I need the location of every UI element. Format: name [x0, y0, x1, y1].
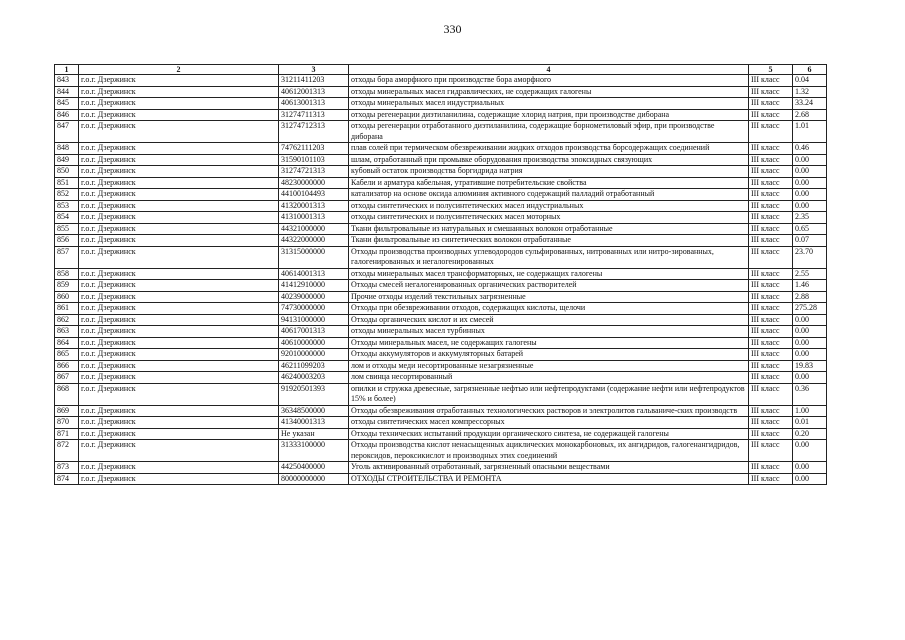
- table-row: [55, 98, 827, 110]
- column-header: 5: [749, 65, 793, 75]
- header-row: [55, 65, 827, 75]
- row-hazard-class: III класс: [749, 246, 793, 268]
- row-amount: 23.70: [793, 246, 827, 268]
- row-hazard-class: III класс: [749, 405, 793, 417]
- row-number: 864: [55, 337, 79, 349]
- table-row: [55, 75, 827, 87]
- row-waste-description: катализатор на основе оксида алюминия активного содержащий палладий отработанный: [349, 189, 749, 201]
- row-waste-code: 41310001313: [279, 212, 349, 224]
- row-amount: 0.00: [793, 326, 827, 338]
- row-waste-code: 36348500000: [279, 405, 349, 417]
- row-number: 858: [55, 268, 79, 280]
- row-hazard-class: III класс: [749, 473, 793, 485]
- waste-registry-table: [54, 64, 827, 485]
- row-amount: 0.04: [793, 75, 827, 87]
- row-number: 872: [55, 440, 79, 462]
- table-row: [55, 177, 827, 189]
- row-amount: 0.00: [793, 372, 827, 384]
- row-amount: 0.36: [793, 383, 827, 405]
- row-hazard-class: III класс: [749, 154, 793, 166]
- row-amount: 0.00: [793, 440, 827, 462]
- row-hazard-class: III класс: [749, 121, 793, 143]
- row-waste-code: 74762111203: [279, 143, 349, 155]
- row-waste-code: 46240003203: [279, 372, 349, 384]
- row-locality: г.о.г. Дзержинск: [79, 98, 279, 110]
- row-hazard-class: III класс: [749, 189, 793, 201]
- row-waste-description: отходы минеральных масел гидравлических, не содержащих галогены: [349, 86, 749, 98]
- row-waste-description: отходы синтетических масел компрессорных: [349, 417, 749, 429]
- page-number: 330: [443, 22, 462, 36]
- row-hazard-class: III класс: [749, 349, 793, 361]
- row-locality: г.о.г. Дзержинск: [79, 177, 279, 189]
- table-row: [55, 462, 827, 474]
- table-row: [55, 280, 827, 292]
- row-number: 865: [55, 349, 79, 361]
- row-amount: 1.00: [793, 405, 827, 417]
- table-row: [55, 428, 827, 440]
- row-waste-code: 40239000000: [279, 291, 349, 303]
- row-number: 843: [55, 75, 79, 87]
- row-waste-code: 40617001313: [279, 326, 349, 338]
- row-waste-description: Отходы смесей негалогенированных органических растворителей: [349, 280, 749, 292]
- row-waste-code: Не указан: [279, 428, 349, 440]
- row-amount: 0.20: [793, 428, 827, 440]
- row-amount: 0.00: [793, 189, 827, 201]
- row-waste-description: плав солей при термическом обезвреживании жидких отходов производства борсодержащих соединений: [349, 143, 749, 155]
- row-waste-description: отходы синтетических и полусинтетических масел индустриальных: [349, 200, 749, 212]
- row-waste-code: 74730000000: [279, 303, 349, 315]
- row-waste-description: Отходы производства производных углеводородов сульфированных, нитрованных или нитро-зированных, галогенированных и негалогенированных: [349, 246, 749, 268]
- row-waste-code: 31211411203: [279, 75, 349, 87]
- row-waste-code: 48230000000: [279, 177, 349, 189]
- row-locality: г.о.г. Дзержинск: [79, 462, 279, 474]
- table-row: [55, 360, 827, 372]
- table-row: [55, 372, 827, 384]
- row-locality: г.о.г. Дзержинск: [79, 212, 279, 224]
- row-number: 848: [55, 143, 79, 155]
- row-waste-code: 44322000000: [279, 235, 349, 247]
- row-hazard-class: III класс: [749, 428, 793, 440]
- row-locality: г.о.г. Дзержинск: [79, 75, 279, 87]
- row-waste-description: Кабели и арматура кабельная, утратившие потребительские свойства: [349, 177, 749, 189]
- row-hazard-class: III класс: [749, 303, 793, 315]
- row-number: 846: [55, 109, 79, 121]
- table-row: [55, 246, 827, 268]
- row-amount: 0.00: [793, 337, 827, 349]
- row-amount: 0.00: [793, 200, 827, 212]
- row-amount: 2.35: [793, 212, 827, 224]
- row-locality: г.о.г. Дзержинск: [79, 372, 279, 384]
- table-row: [55, 473, 827, 485]
- row-waste-description: отходы регенерации отработанного диэтиланилина, содержащие борнометиловый эфир, при производстве диборана: [349, 121, 749, 143]
- row-locality: г.о.г. Дзержинск: [79, 121, 279, 143]
- row-waste-code: 91920501393: [279, 383, 349, 405]
- row-locality: г.о.г. Дзержинск: [79, 405, 279, 417]
- row-locality: г.о.г. Дзержинск: [79, 337, 279, 349]
- row-waste-description: Отходы органических кислот и их смесей: [349, 314, 749, 326]
- table-body: [55, 75, 827, 485]
- table-row: [55, 212, 827, 224]
- row-number: 845: [55, 98, 79, 110]
- row-waste-description: Прочие отходы изделий текстильных загрязненные: [349, 291, 749, 303]
- column-header: 3: [279, 65, 349, 75]
- row-amount: 2.55: [793, 268, 827, 280]
- row-waste-description: кубовый остаток производства боргидрида натрия: [349, 166, 749, 178]
- row-number: 851: [55, 177, 79, 189]
- row-waste-description: шлам, отработанный при промывке оборудования производства эпоксидных связующих: [349, 154, 749, 166]
- row-waste-description: ОТХОДЫ СТРОИТЕЛЬСТВА И РЕМОНТА: [349, 473, 749, 485]
- row-locality: г.о.г. Дзержинск: [79, 349, 279, 361]
- row-number: 869: [55, 405, 79, 417]
- row-number: 874: [55, 473, 79, 485]
- row-number: 857: [55, 246, 79, 268]
- row-amount: 0.00: [793, 177, 827, 189]
- row-hazard-class: III класс: [749, 337, 793, 349]
- row-locality: г.о.г. Дзержинск: [79, 303, 279, 315]
- row-locality: г.о.г. Дзержинск: [79, 200, 279, 212]
- row-hazard-class: III класс: [749, 326, 793, 338]
- table-row: [55, 349, 827, 361]
- row-waste-description: отходы регенерации диэтиланилина, содержащие хлорид натрия, при производстве диборана: [349, 109, 749, 121]
- row-waste-description: Отходы минеральных масел, не содержащих галогены: [349, 337, 749, 349]
- row-number: 847: [55, 121, 79, 143]
- table-row: [55, 223, 827, 235]
- row-number: 854: [55, 212, 79, 224]
- row-locality: г.о.г. Дзержинск: [79, 473, 279, 485]
- row-waste-description: Отходы производства кислот ненасыщенных ациклических монокарбоновых, их ангидридов, галогенангидридов, пероксидов, пероксикислот и производных этих соединений: [349, 440, 749, 462]
- table-row: [55, 86, 827, 98]
- table-row: [55, 303, 827, 315]
- row-waste-code: 41412910000: [279, 280, 349, 292]
- row-number: 853: [55, 200, 79, 212]
- row-locality: г.о.г. Дзержинск: [79, 166, 279, 178]
- table-row: [55, 417, 827, 429]
- table-row: [55, 189, 827, 201]
- row-waste-code: 40610000000: [279, 337, 349, 349]
- row-hazard-class: III класс: [749, 200, 793, 212]
- row-waste-code: 41340001313: [279, 417, 349, 429]
- row-waste-description: лом и отходы меди несортированные незагрязненные: [349, 360, 749, 372]
- table-row: [55, 314, 827, 326]
- row-locality: г.о.г. Дзержинск: [79, 280, 279, 292]
- row-waste-description: Уголь активированный отработанный, загрязненный опасными веществами: [349, 462, 749, 474]
- row-waste-code: 80000000000: [279, 473, 349, 485]
- row-hazard-class: III класс: [749, 177, 793, 189]
- row-waste-description: Ткани фильтровальные из синтетических волокон отработанные: [349, 235, 749, 247]
- column-header: 6: [793, 65, 827, 75]
- row-amount: 0.07: [793, 235, 827, 247]
- row-locality: г.о.г. Дзержинск: [79, 235, 279, 247]
- row-hazard-class: III класс: [749, 109, 793, 121]
- row-waste-code: 31274721313: [279, 166, 349, 178]
- row-locality: г.о.г. Дзержинск: [79, 314, 279, 326]
- row-waste-description: Отходы аккумуляторов и аккумуляторных батарей: [349, 349, 749, 361]
- table-row: [55, 109, 827, 121]
- row-hazard-class: III класс: [749, 235, 793, 247]
- row-locality: г.о.г. Дзержинск: [79, 268, 279, 280]
- column-header: 1: [55, 65, 79, 75]
- row-waste-code: 31590101103: [279, 154, 349, 166]
- row-amount: 0.01: [793, 417, 827, 429]
- row-amount: 0.65: [793, 223, 827, 235]
- row-locality: г.о.г. Дзержинск: [79, 223, 279, 235]
- row-number: 866: [55, 360, 79, 372]
- row-waste-code: 44100104493: [279, 189, 349, 201]
- row-locality: г.о.г. Дзержинск: [79, 86, 279, 98]
- row-hazard-class: III класс: [749, 143, 793, 155]
- row-hazard-class: III класс: [749, 98, 793, 110]
- row-locality: г.о.г. Дзержинск: [79, 360, 279, 372]
- row-number: 861: [55, 303, 79, 315]
- row-amount: 2.68: [793, 109, 827, 121]
- row-amount: 0.00: [793, 462, 827, 474]
- row-number: 856: [55, 235, 79, 247]
- row-number: 844: [55, 86, 79, 98]
- row-amount: 0.00: [793, 473, 827, 485]
- row-hazard-class: III класс: [749, 268, 793, 280]
- table-row: [55, 291, 827, 303]
- row-locality: г.о.г. Дзержинск: [79, 291, 279, 303]
- row-waste-code: 44250400000: [279, 462, 349, 474]
- row-waste-code: 31274711313: [279, 109, 349, 121]
- row-number: 849: [55, 154, 79, 166]
- row-waste-description: Ткани фильтровальные из натуральных и смешанных волокон отработанные: [349, 223, 749, 235]
- row-waste-code: 31274712313: [279, 121, 349, 143]
- row-locality: г.о.г. Дзержинск: [79, 143, 279, 155]
- row-number: 871: [55, 428, 79, 440]
- row-hazard-class: III класс: [749, 212, 793, 224]
- row-waste-code: 46211099203: [279, 360, 349, 372]
- row-number: 855: [55, 223, 79, 235]
- row-waste-code: 44321000000: [279, 223, 349, 235]
- row-locality: г.о.г. Дзержинск: [79, 440, 279, 462]
- row-waste-code: 40613001313: [279, 98, 349, 110]
- table-row: [55, 154, 827, 166]
- row-amount: 1.01: [793, 121, 827, 143]
- row-number: 867: [55, 372, 79, 384]
- column-header: 4: [349, 65, 749, 75]
- row-waste-code: 31315000000: [279, 246, 349, 268]
- row-amount: 1.46: [793, 280, 827, 292]
- row-waste-description: отходы минеральных масел индустриальных: [349, 98, 749, 110]
- table-row: [55, 383, 827, 405]
- table-row: [55, 405, 827, 417]
- row-amount: 275.28: [793, 303, 827, 315]
- row-hazard-class: III класс: [749, 166, 793, 178]
- table-row: [55, 200, 827, 212]
- table-row: [55, 121, 827, 143]
- row-number: 859: [55, 280, 79, 292]
- row-locality: г.о.г. Дзержинск: [79, 154, 279, 166]
- table-row: [55, 235, 827, 247]
- row-amount: 0.00: [793, 349, 827, 361]
- row-waste-description: опилки и стружка древесные, загрязненные нефтью или нефтепродуктами (содержание нефти или нефтепродуктов 15% и более): [349, 383, 749, 405]
- row-waste-description: отходы минеральных масел турбинных: [349, 326, 749, 338]
- row-locality: г.о.г. Дзержинск: [79, 326, 279, 338]
- row-waste-description: отходы синтетических и полусинтетических масел моторных: [349, 212, 749, 224]
- row-hazard-class: III класс: [749, 417, 793, 429]
- row-amount: 33.24: [793, 98, 827, 110]
- column-header: 2: [79, 65, 279, 75]
- row-waste-description: лом свинца несортированный: [349, 372, 749, 384]
- row-locality: г.о.г. Дзержинск: [79, 246, 279, 268]
- row-waste-code: 40612001313: [279, 86, 349, 98]
- row-number: 860: [55, 291, 79, 303]
- row-waste-description: Отходы при обезвреживании отходов, содержащих кислоты, щелочи: [349, 303, 749, 315]
- row-number: 873: [55, 462, 79, 474]
- row-amount: 2.88: [793, 291, 827, 303]
- row-amount: 0.00: [793, 154, 827, 166]
- row-hazard-class: III класс: [749, 372, 793, 384]
- row-hazard-class: III класс: [749, 280, 793, 292]
- table-row: [55, 337, 827, 349]
- row-hazard-class: III класс: [749, 314, 793, 326]
- row-waste-code: 92010000000: [279, 349, 349, 361]
- row-hazard-class: III класс: [749, 383, 793, 405]
- row-waste-code: 41320001313: [279, 200, 349, 212]
- row-amount: 0.00: [793, 166, 827, 178]
- row-number: 868: [55, 383, 79, 405]
- row-locality: г.о.г. Дзержинск: [79, 189, 279, 201]
- row-number: 862: [55, 314, 79, 326]
- row-number: 870: [55, 417, 79, 429]
- row-hazard-class: III класс: [749, 440, 793, 462]
- row-locality: г.о.г. Дзержинск: [79, 383, 279, 405]
- row-waste-description: отходы бора аморфного при производстве бора аморфного: [349, 75, 749, 87]
- row-waste-code: 31333100000: [279, 440, 349, 462]
- row-hazard-class: III класс: [749, 223, 793, 235]
- row-hazard-class: III класс: [749, 86, 793, 98]
- row-hazard-class: III класс: [749, 75, 793, 87]
- table-row: [55, 143, 827, 155]
- table-row: [55, 440, 827, 462]
- row-waste-description: Отходы технических испытаний продукции органического синтеза, не содержащей галогены: [349, 428, 749, 440]
- table-row: [55, 268, 827, 280]
- row-waste-description: Отходы обезвреживания отработанных технологических растворов и электролитов гальваниче-ских производств: [349, 405, 749, 417]
- table-row: [55, 166, 827, 178]
- row-hazard-class: III класс: [749, 360, 793, 372]
- row-number: 863: [55, 326, 79, 338]
- row-waste-code: 94131000000: [279, 314, 349, 326]
- row-waste-description: отходы минеральных масел трансформаторных, не содержащих галогены: [349, 268, 749, 280]
- row-locality: г.о.г. Дзержинск: [79, 417, 279, 429]
- row-amount: 0.00: [793, 314, 827, 326]
- row-hazard-class: III класс: [749, 291, 793, 303]
- row-locality: г.о.г. Дзержинск: [79, 109, 279, 121]
- row-waste-code: 40614001313: [279, 268, 349, 280]
- row-number: 852: [55, 189, 79, 201]
- table-row: [55, 326, 827, 338]
- row-amount: 19.83: [793, 360, 827, 372]
- row-amount: 1.32: [793, 86, 827, 98]
- row-amount: 0.46: [793, 143, 827, 155]
- row-hazard-class: III класс: [749, 462, 793, 474]
- row-locality: г.о.г. Дзержинск: [79, 428, 279, 440]
- row-number: 850: [55, 166, 79, 178]
